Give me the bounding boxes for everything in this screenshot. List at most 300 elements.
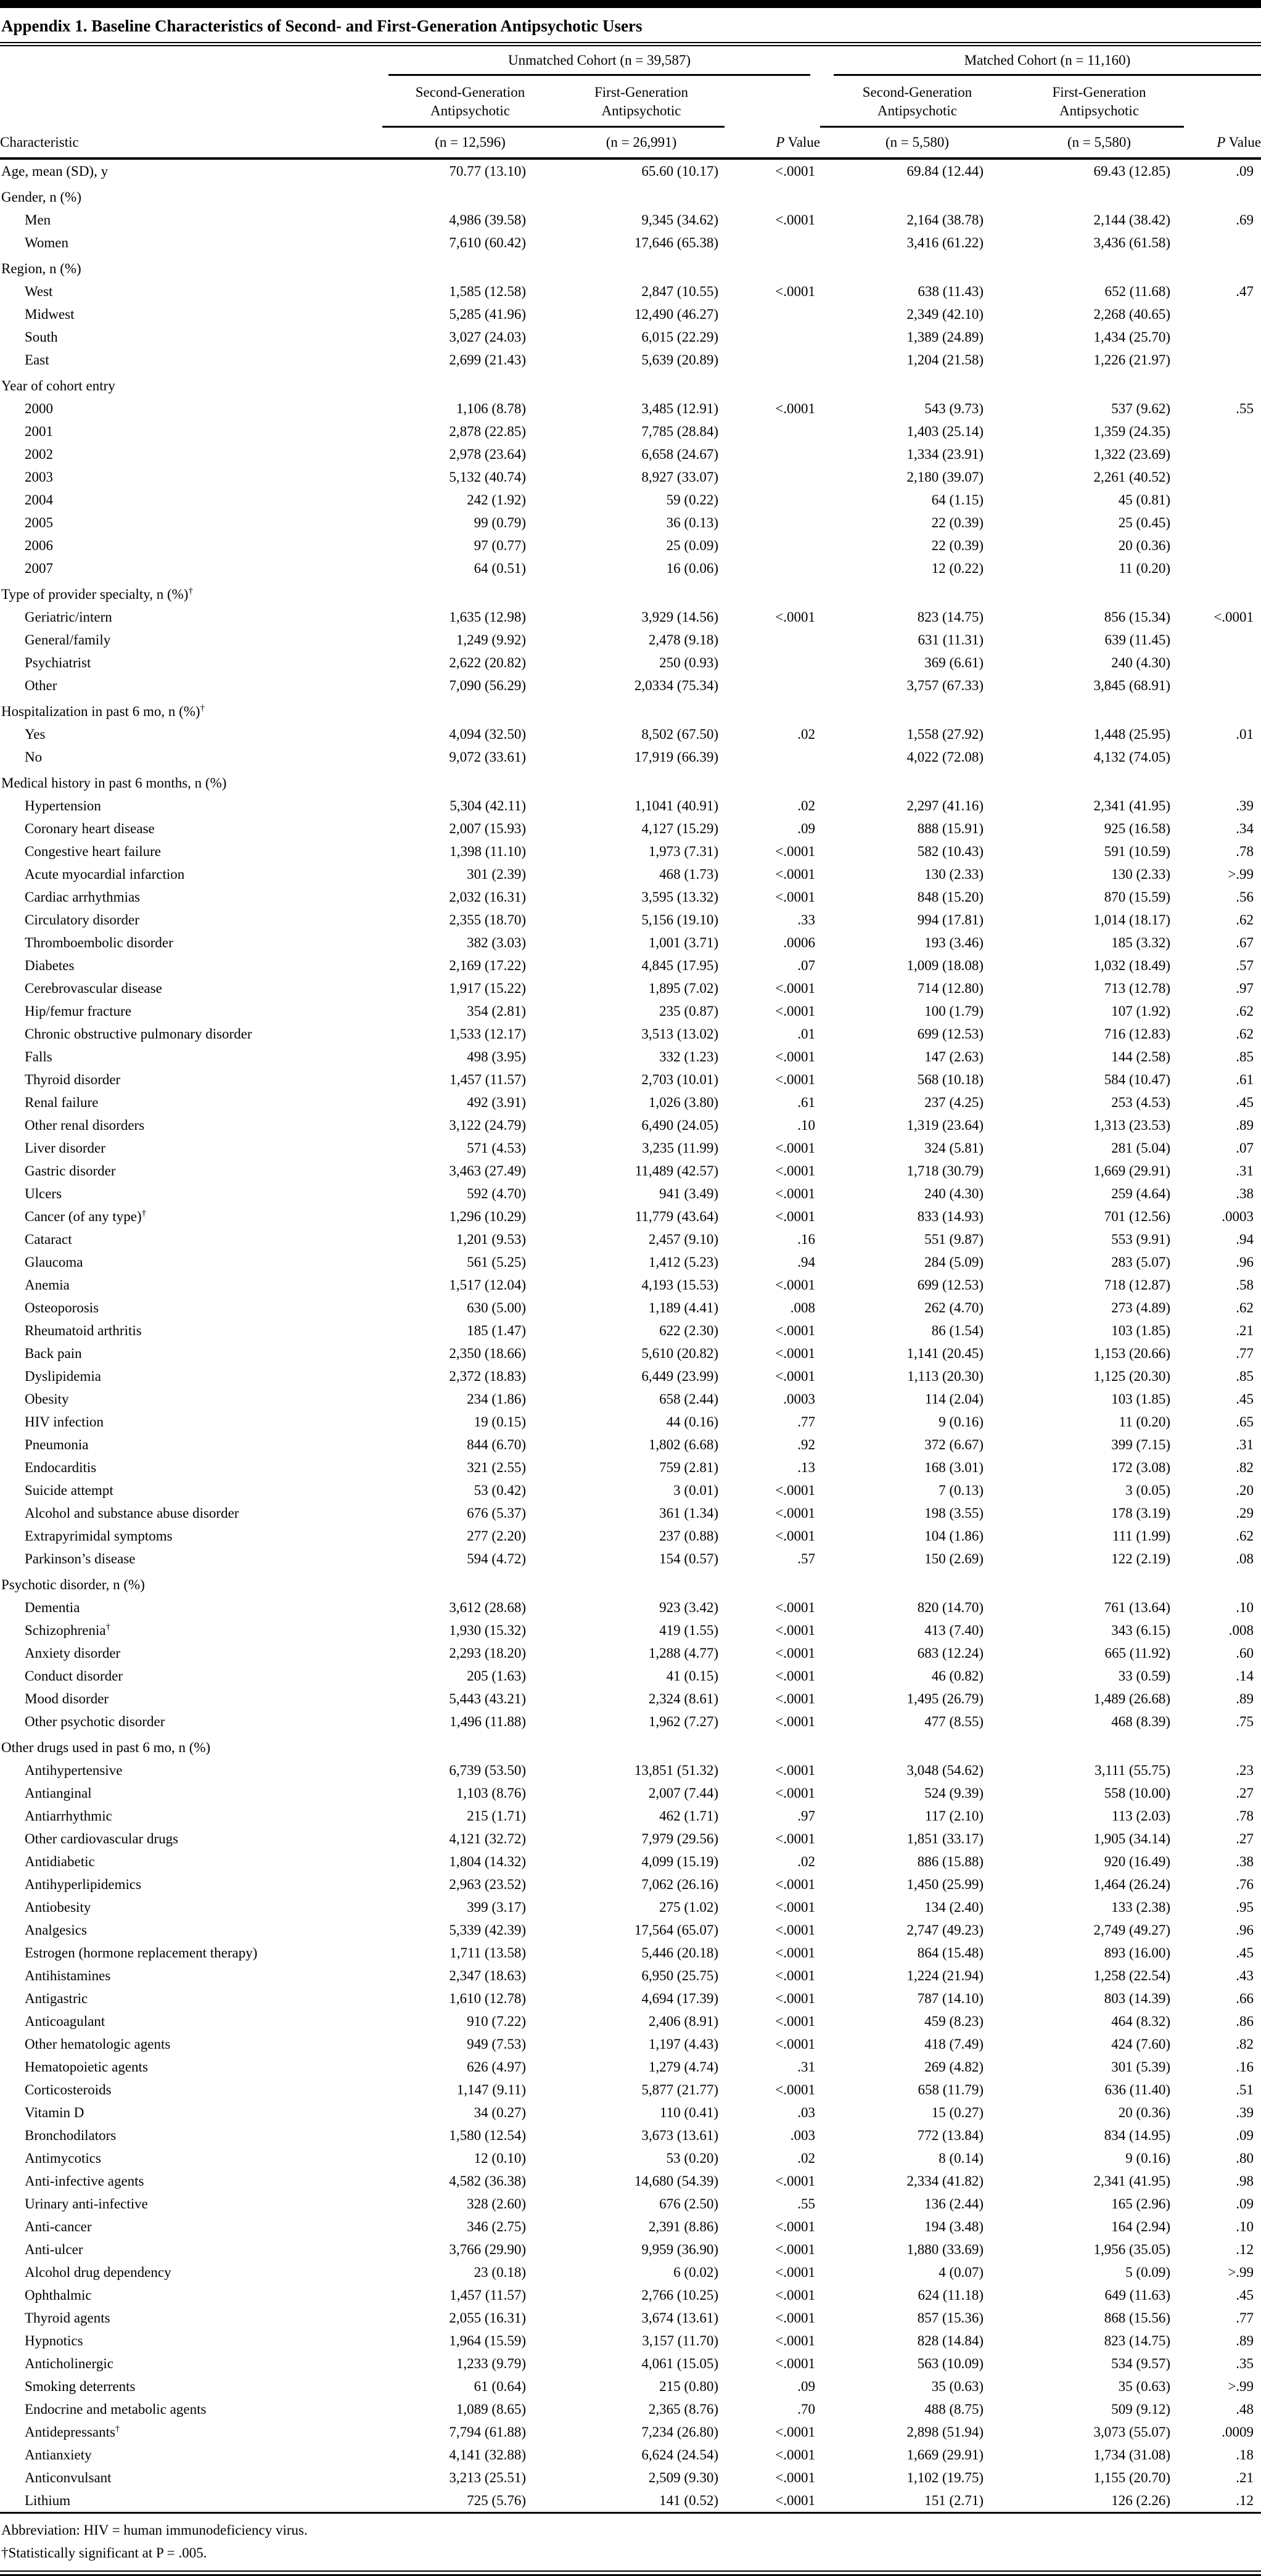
table-row xyxy=(0,954,1261,977)
table-row xyxy=(0,2170,1261,2192)
sga-matched-value: 1,141 (20.45) xyxy=(906,1346,984,1361)
characteristic-label: West xyxy=(25,284,53,299)
fga-unmatched-value: 1,026 (3.80) xyxy=(648,1095,718,1110)
fga-matched-value: 649 (11.63) xyxy=(1104,2287,1171,2303)
characteristic-label: 2000 xyxy=(25,401,53,416)
fga-matched-value: 164 (2.94) xyxy=(1111,2219,1171,2234)
sga-matched-value: 3,757 (67.33) xyxy=(906,678,984,693)
characteristic-label: Pneumonia xyxy=(25,1437,89,1452)
sga-unmatched-value: 4,986 (39.58) xyxy=(449,212,526,228)
fga-matched-value: 1,153 (20.66) xyxy=(1093,1346,1171,1361)
fga-matched-value: 11 (0.20) xyxy=(1119,1414,1171,1430)
sga-matched-value: 136 (2.44) xyxy=(924,2196,984,2212)
table-row xyxy=(0,1919,1261,1941)
fga-matched-value: 3,073 (55.07) xyxy=(1093,2424,1171,2440)
fga-matched-value: 920 (16.49) xyxy=(1104,1854,1171,1869)
fga-matched-value: 665 (11.92) xyxy=(1104,1645,1171,1661)
spanner-spacer xyxy=(0,47,382,76)
p-value-matched: .69 xyxy=(1236,212,1254,228)
fga-matched-value: 178 (3.19) xyxy=(1111,1505,1171,1521)
sga-matched-value: 857 (15.36) xyxy=(917,2310,984,2326)
table-row xyxy=(0,1068,1261,1091)
characteristic-label: Conduct disorder xyxy=(25,1668,123,1684)
sga-matched-value: 1,558 (27.92) xyxy=(906,726,984,742)
characteristic-label: No xyxy=(25,749,43,765)
table-row xyxy=(0,557,1261,580)
fga-unmatched-value: 5,877 (21.77) xyxy=(641,2082,718,2097)
sga-unmatched-value: 3,612 (28.68) xyxy=(449,1600,526,1615)
characteristic-label: Anticholinergic xyxy=(25,2356,113,2371)
p-value-unmatched xyxy=(725,443,820,466)
fga-matched-value: 25 (0.45) xyxy=(1118,515,1171,530)
sga-matched-value: 262 (4.70) xyxy=(924,1300,984,1315)
sga-unmatched-value: 5,304 (42.11) xyxy=(450,798,526,813)
fga-matched-value: 2,144 (38.42) xyxy=(1093,212,1171,228)
characteristic-label: Corticosteroids xyxy=(25,2082,112,2097)
characteristic-label: Ophthalmic xyxy=(25,2287,92,2303)
fga-matched-value: 165 (2.96) xyxy=(1111,2196,1171,2212)
p-value-matched xyxy=(1184,511,1261,534)
fga-matched-value: 1,448 (25.95) xyxy=(1093,726,1171,742)
sga-matched-value: 4 (0.07) xyxy=(939,2265,984,2280)
characteristic-label: Antiobesity xyxy=(25,1899,91,1915)
matched-cohort-label: Matched Cohort (n = 11,160) xyxy=(834,47,1261,76)
table-row xyxy=(0,511,1261,534)
p-value-unmatched: <.0001 xyxy=(775,2242,816,2257)
fga-matched-value: 1,464 (26.24) xyxy=(1093,1877,1171,1892)
sga-unmatched-value: 1,249 (9.92) xyxy=(456,632,526,648)
fga-matched-value: 713 (12.78) xyxy=(1104,981,1171,996)
characteristic-label: Antigastric xyxy=(25,1991,88,2006)
fga-matched-value: 3,436 (61.58) xyxy=(1093,235,1171,250)
fga-matched-value: 893 (16.00) xyxy=(1104,1945,1171,1961)
table-row xyxy=(0,1274,1261,1296)
sga-unmatched-value: 1,103 (8.76) xyxy=(456,1785,526,1801)
fga-unmatched-value: 41 (0.15) xyxy=(666,1668,718,1684)
p-value-matched: .45 xyxy=(1236,1095,1254,1110)
table-row xyxy=(0,1759,1261,1782)
fga-unmatched-value: 759 (2.81) xyxy=(659,1460,718,1475)
characteristic-label: Chronic obstructive pulmonary disorder xyxy=(25,1026,252,1042)
fga-unmatched-value: 2,365 (8.76) xyxy=(648,2401,718,2417)
fga-unmatched-value: 3,674 (13.61) xyxy=(641,2310,718,2326)
sga-matched-value: 151 (2.71) xyxy=(924,2493,984,2508)
fga-matched-value: 856 (15.34) xyxy=(1104,609,1171,625)
p-value-unmatched: <.0001 xyxy=(775,2310,816,2326)
fga-unmatched-value: 6,449 (23.99) xyxy=(641,1368,718,1384)
sga-unmatched-value: 4,141 (32.88) xyxy=(449,2447,526,2463)
characteristic-label: HIV infection xyxy=(25,1414,104,1430)
section-header-row xyxy=(0,254,1261,280)
sga-unmatched-value: 5,132 (40.74) xyxy=(449,469,526,485)
p-value-unmatched: .0003 xyxy=(783,1391,816,1407)
characteristic-label: Circulatory disorder xyxy=(25,912,139,928)
p-value-unmatched: <.0001 xyxy=(775,1505,816,1521)
fga-matched-value: 301 (5.39) xyxy=(1111,2059,1171,2075)
p-value-unmatched xyxy=(725,183,820,208)
characteristic-label: Geriatric/intern xyxy=(25,609,112,625)
sga-matched-value: 193 (3.46) xyxy=(924,935,984,950)
characteristic-label: Anti-infective agents xyxy=(25,2173,144,2189)
fga-unmatched-value: 1,288 (4.77) xyxy=(648,1645,718,1661)
characteristic-label: Cerebrovascular disease xyxy=(25,981,162,996)
table-row xyxy=(0,651,1261,674)
fga-matched-value: 130 (2.33) xyxy=(1111,866,1171,882)
p-value-unmatched: <.0001 xyxy=(775,2447,816,2463)
sga-matched-value: 1,851 (33.17) xyxy=(906,1831,984,1846)
p-value-matched: .55 xyxy=(1236,401,1254,416)
fga-unmatched-value: 658 (2.44) xyxy=(659,1391,718,1407)
sga-unmatched-value: 205 (1.63) xyxy=(467,1668,526,1684)
characteristic-label: Thyroid disorder xyxy=(25,1072,121,1087)
characteristic-label: Falls xyxy=(25,1049,52,1064)
sga-unmatched-value: 23 (0.18) xyxy=(474,2265,526,2280)
table-row xyxy=(0,488,1261,511)
p-value-matched: .85 xyxy=(1236,1368,1254,1384)
fga-matched-value: 103 (1.85) xyxy=(1111,1323,1171,1338)
sga-matched-value: 35 (0.63) xyxy=(931,2379,984,2394)
sga-unmatched-value: 2,978 (23.64) xyxy=(449,446,526,462)
footnote-dagger: †Statistically significant at P = .005. xyxy=(1,2545,207,2561)
sga-unmatched-value: 1,496 (11.88) xyxy=(450,1714,526,1729)
dagger-marker: † xyxy=(200,703,205,714)
sga-unmatched-value: 2,699 (21.43) xyxy=(449,352,526,368)
p-value-unmatched: <.0001 xyxy=(775,1600,816,1615)
fga-unmatched-value: 4,845 (17.95) xyxy=(641,958,718,973)
p-value-unmatched xyxy=(725,303,820,326)
p-value-unmatched xyxy=(725,580,820,606)
characteristic-label: Other renal disorders xyxy=(25,1117,145,1133)
characteristic-label: Hospitalization in past 6 mo, n (%)† xyxy=(1,703,205,719)
fga-matched-value: 1,125 (20.30) xyxy=(1093,1368,1171,1384)
fga-unmatched-value: 25 (0.09) xyxy=(666,538,718,553)
sga-unmatched-value: 99 (0.79) xyxy=(474,515,526,530)
fga-unmatched-value: 17,646 (65.38) xyxy=(634,235,718,250)
fga-unmatched-value: 2,766 (10.25) xyxy=(641,2287,718,2303)
p-value-unmatched: <.0001 xyxy=(775,1714,816,1729)
p-value-matched: .27 xyxy=(1236,1785,1254,1801)
characteristic-label: East xyxy=(25,352,49,368)
fga-unmatched-value: 1,197 (4.43) xyxy=(648,2036,718,2052)
sga-unmatched-value: 64 (0.51) xyxy=(474,561,526,576)
sga-matched-value xyxy=(820,768,1014,794)
p-value-matched: .57 xyxy=(1236,958,1254,973)
table-row xyxy=(0,2147,1261,2170)
p-value-matched: .89 xyxy=(1236,1691,1254,1706)
p-value-unmatched: <.0001 xyxy=(775,1668,816,1684)
p-value-unmatched: .31 xyxy=(797,2059,816,2075)
p-value-matched xyxy=(1184,371,1261,397)
fga-unmatched-value: 3,157 (11.70) xyxy=(642,2333,718,2348)
fga-matched-value: 69.43 (12.85) xyxy=(1093,163,1171,179)
sga-matched-value: 524 (9.39) xyxy=(924,1785,984,1801)
sga-unmatched-value: 498 (3.95) xyxy=(467,1049,526,1064)
p-value-unmatched: <.0001 xyxy=(775,609,816,625)
p-value-matched: .29 xyxy=(1236,1505,1254,1521)
fga-unmatched-value: 2,391 (8.86) xyxy=(648,2219,718,2234)
characteristic-label: Smoking deterrents xyxy=(25,2379,136,2394)
characteristic-label: Antianginal xyxy=(25,1785,92,1801)
sga-matched-value: 147 (2.63) xyxy=(924,1049,984,1064)
sga-unmatched-value: 1,585 (12.58) xyxy=(449,284,526,299)
p-value-unmatched: .02 xyxy=(797,1854,816,1869)
dagger-marker: † xyxy=(188,586,193,596)
sga-matched-value xyxy=(820,580,1014,606)
p-value-unmatched: <.0001 xyxy=(775,163,816,179)
cohort-spanner-row xyxy=(0,47,1261,76)
sga-unmatched-value xyxy=(382,1570,558,1596)
fga-matched-value: 1,359 (24.35) xyxy=(1093,424,1171,439)
table-row xyxy=(0,1665,1261,1687)
sga-matched-value: 488 (8.75) xyxy=(924,2401,984,2417)
fga-unmatched-value: 59 (0.22) xyxy=(666,492,718,508)
characteristic-label: Antianxiety xyxy=(25,2447,92,2463)
fga-unmatched-value: 941 (3.49) xyxy=(659,1186,718,1201)
characteristic-label: Men xyxy=(25,212,51,228)
characteristic-label: Schizophrenia† xyxy=(25,1622,111,1638)
p-value-unmatched: .77 xyxy=(797,1414,816,1430)
fga-matched-value: 144 (2.58) xyxy=(1111,1049,1171,1064)
drug-header-spacer xyxy=(725,76,820,127)
sga-matched-value: 888 (15.91) xyxy=(917,821,984,836)
sga-unmatched-value: 676 (5.37) xyxy=(467,1505,526,1521)
table-row xyxy=(0,1619,1261,1642)
characteristic-label: 2002 xyxy=(25,446,53,462)
fga-matched-value: 185 (3.32) xyxy=(1111,935,1171,950)
p-value-matched: .65 xyxy=(1236,1414,1254,1430)
characteristic-label: Acute myocardial infarction xyxy=(25,866,185,882)
sga-matched-value: 1,113 (20.30) xyxy=(907,1368,984,1384)
col-header-sga-unmatched: Second-Generation Antipsychotic xyxy=(382,76,558,127)
characteristic-label: Hypnotics xyxy=(25,2333,83,2348)
p-value-matched xyxy=(1184,697,1261,723)
table-row xyxy=(0,1710,1261,1733)
p-value-matched: .78 xyxy=(1236,1808,1254,1824)
fga-matched-value xyxy=(1014,183,1184,208)
fga-unmatched-value: 3 (0.01) xyxy=(673,1483,718,1498)
p-value-unmatched: <.0001 xyxy=(775,284,816,299)
sga-unmatched-value: 5,285 (41.96) xyxy=(449,307,526,322)
p-value-unmatched: .09 xyxy=(797,2379,816,2394)
characteristic-label: Obesity xyxy=(25,1391,69,1407)
p-value-unmatched: <.0001 xyxy=(775,2287,816,2303)
p-value-matched: .0003 xyxy=(1222,1209,1254,1224)
footnote-abbreviation: Abbreviation: HIV = human immunodeficiency virus. xyxy=(1,2522,308,2538)
n-fga-unmatched: (n = 26,991) xyxy=(558,127,725,159)
table-row xyxy=(0,1159,1261,1182)
fga-matched-value xyxy=(1014,254,1184,280)
sga-unmatched-value: 277 (2.20) xyxy=(467,1528,526,1544)
table-row xyxy=(0,1804,1261,1827)
fga-matched-value: 639 (11.45) xyxy=(1104,632,1171,648)
table-row xyxy=(0,606,1261,628)
table-row xyxy=(0,886,1261,908)
p-value-matched xyxy=(1184,580,1261,606)
fga-unmatched-value: 1,962 (7.27) xyxy=(648,1714,718,1729)
sga-unmatched-value: 1,930 (15.32) xyxy=(449,1623,526,1638)
fga-matched-value: 343 (6.15) xyxy=(1111,1623,1171,1638)
p-value-matched: .10 xyxy=(1236,2219,1254,2234)
sga-unmatched-value: 354 (2.81) xyxy=(467,1003,526,1019)
characteristic-label: Anemia xyxy=(25,1277,70,1293)
characteristic-label: Psychiatrist xyxy=(25,655,91,670)
p-value-unmatched: <.0001 xyxy=(775,1945,816,1961)
characteristic-label: General/family xyxy=(25,632,111,648)
fga-matched-value: 126 (2.26) xyxy=(1111,2493,1171,2508)
col-header-sga-matched: Second-Generation Antipsychotic xyxy=(820,76,1014,127)
n-sga-matched: (n = 5,580) xyxy=(820,127,1014,159)
fga-unmatched-value: 468 (1.73) xyxy=(659,866,718,882)
fga-matched-value: 2,341 (41.95) xyxy=(1093,798,1171,813)
p-value-unmatched: <.0001 xyxy=(775,2265,816,2280)
table-row xyxy=(0,1525,1261,1547)
footnotes xyxy=(0,2512,1261,2570)
fga-unmatched-value: 17,919 (66.39) xyxy=(634,749,718,765)
fga-unmatched-value: 6,015 (22.29) xyxy=(641,329,718,345)
sga-unmatched-value: 1,917 (15.22) xyxy=(449,981,526,996)
fga-unmatched-value: 237 (0.88) xyxy=(659,1528,718,1544)
characteristic-label: Liver disorder xyxy=(25,1140,105,1156)
characteristic-header: Characteristic xyxy=(0,127,382,159)
fga-unmatched-value: 3,513 (13.02) xyxy=(641,1026,718,1042)
table-row xyxy=(0,1114,1261,1137)
p-value-matched: .47 xyxy=(1236,284,1254,299)
fga-unmatched-value: 6,950 (25.75) xyxy=(641,1968,718,1983)
sga-matched-value: 886 (15.88) xyxy=(917,1854,984,1869)
p-value-matched: .58 xyxy=(1236,1277,1254,1293)
sga-matched-value: 9 (0.16) xyxy=(939,1414,984,1430)
table-row xyxy=(0,1228,1261,1251)
p-value-matched: .38 xyxy=(1236,1854,1254,1869)
p-value-unmatched: .008 xyxy=(790,1300,816,1315)
sga-matched-value: 2,164 (38.78) xyxy=(906,212,984,228)
p-value-matched xyxy=(1184,651,1261,674)
sga-unmatched-value: 626 (4.97) xyxy=(467,2059,526,2075)
fga-unmatched-value: 5,156 (19.10) xyxy=(641,912,718,928)
fga-matched-value: 122 (2.19) xyxy=(1111,1551,1171,1566)
p-value-matched: .66 xyxy=(1236,1991,1254,2006)
p-value-unmatched: .61 xyxy=(797,1095,816,1110)
table-row xyxy=(0,1365,1261,1388)
fga-unmatched-value xyxy=(558,1570,725,1596)
sga-unmatched-value: 2,350 (18.66) xyxy=(449,1346,526,1361)
characteristic-label: Other xyxy=(25,678,57,693)
sga-unmatched-value: 1,457 (11.57) xyxy=(450,1072,526,1087)
p-value-unmatched: <.0001 xyxy=(775,1209,816,1224)
p-value-matched: >.99 xyxy=(1228,866,1254,882)
fga-unmatched-value: 5,639 (20.89) xyxy=(641,352,718,368)
fga-unmatched-value: 462 (1.71) xyxy=(659,1808,718,1824)
p-value-unmatched: <.0001 xyxy=(775,866,816,882)
fga-matched-value: 283 (5.07) xyxy=(1111,1254,1171,1270)
p-value-matched: .45 xyxy=(1236,1945,1254,1961)
p-value-unmatched xyxy=(725,746,820,768)
p-value-matched: .77 xyxy=(1236,1346,1254,1361)
sga-unmatched-value: 1,147 (9.11) xyxy=(456,2082,526,2097)
table-row xyxy=(0,1642,1261,1665)
fga-matched-value: 35 (0.63) xyxy=(1118,2379,1171,2394)
p-value-unmatched: .13 xyxy=(797,1460,816,1475)
p-value-matched: .60 xyxy=(1236,1645,1254,1661)
sga-matched-value: 194 (3.48) xyxy=(924,2219,984,2234)
p-value-unmatched: <.0001 xyxy=(775,1140,816,1156)
fga-matched-value: 111 (1.99) xyxy=(1112,1528,1171,1544)
sga-unmatched-value: 7,610 (60.42) xyxy=(449,235,526,250)
sga-matched-value: 22 (0.39) xyxy=(931,515,984,530)
fga-unmatched-value: 235 (0.87) xyxy=(659,1003,718,1019)
p-value-matched: .39 xyxy=(1236,798,1254,813)
characteristic-label: 2006 xyxy=(25,538,53,553)
p-value-matched: .08 xyxy=(1236,1551,1254,1566)
fga-matched-value: 636 (11.40) xyxy=(1104,2082,1171,2097)
characteristic-label: Congestive heart failure xyxy=(25,844,161,859)
table-row xyxy=(0,2055,1261,2078)
fga-unmatched-value: 6,658 (24.67) xyxy=(641,446,718,462)
sga-unmatched-value: 2,622 (20.82) xyxy=(449,655,526,670)
p-value-unmatched: .03 xyxy=(797,2105,816,2120)
characteristic-label: Glaucoma xyxy=(25,1254,83,1270)
p-value-unmatched xyxy=(725,420,820,443)
p-value-matched: .21 xyxy=(1236,2470,1254,2485)
p-value-matched: .09 xyxy=(1236,2128,1254,2143)
p-value-unmatched xyxy=(725,768,820,794)
p-value-matched: .43 xyxy=(1236,1968,1254,1983)
characteristic-label: Other drugs used in past 6 mo, n (%) xyxy=(1,1740,211,1755)
table-row xyxy=(0,1502,1261,1525)
sga-matched-value: 130 (2.33) xyxy=(924,866,984,882)
fga-matched-value xyxy=(1014,1733,1184,1759)
sga-matched-value: 8 (0.14) xyxy=(939,2150,984,2166)
fga-unmatched-value: 2,0334 (75.34) xyxy=(634,678,718,693)
p-value-unmatched: <.0001 xyxy=(775,2470,816,2485)
characteristic-label: Antimycotics xyxy=(25,2150,101,2166)
characteristic-label: Other psychotic disorder xyxy=(25,1714,165,1729)
sga-unmatched-value: 1,233 (9.79) xyxy=(456,2356,526,2371)
fga-matched-value: 3,111 (55.75) xyxy=(1095,1763,1171,1778)
sga-matched-value: 372 (6.67) xyxy=(924,1437,984,1452)
table-row xyxy=(0,628,1261,651)
characteristic-label: Osteoporosis xyxy=(25,1300,99,1315)
sga-matched-value: 828 (14.84) xyxy=(917,2333,984,2348)
fga-matched-value: 1,226 (21.97) xyxy=(1093,352,1171,368)
p-value-matched: .80 xyxy=(1236,2150,1254,2166)
p-value-unmatched: .02 xyxy=(797,726,816,742)
sga-matched-value: 22 (0.39) xyxy=(931,538,984,553)
p-value-unmatched: <.0001 xyxy=(775,1346,816,1361)
fga-matched-value: 716 (12.83) xyxy=(1104,1026,1171,1042)
p-value-matched: .82 xyxy=(1236,1460,1254,1475)
fga-matched-value: 464 (8.32) xyxy=(1111,2014,1171,2029)
p-value-matched: .31 xyxy=(1236,1163,1254,1179)
table-row xyxy=(0,2489,1261,2512)
p-value-matched: .62 xyxy=(1236,1003,1254,1019)
characteristic-label: Anti-ulcer xyxy=(25,2242,83,2257)
fga-unmatched-value: 11,489 (42.57) xyxy=(635,1163,718,1179)
section-header-row xyxy=(0,697,1261,723)
sga-matched-value: 12 (0.22) xyxy=(931,561,984,576)
table-row xyxy=(0,326,1261,348)
p-value-unmatched: <.0001 xyxy=(775,889,816,905)
fga-unmatched-value: 44 (0.16) xyxy=(666,1414,718,1430)
sga-matched-value: 563 (10.09) xyxy=(917,2356,984,2371)
sga-unmatched-value xyxy=(382,1733,558,1759)
fga-unmatched-value: 4,099 (15.19) xyxy=(641,1854,718,1869)
sga-unmatched-value: 242 (1.92) xyxy=(467,492,526,508)
section-header-row xyxy=(0,768,1261,794)
sga-matched-value: 864 (15.48) xyxy=(917,1945,984,1961)
col-header-fga-unmatched: First-Generation Antipsychotic xyxy=(558,76,725,127)
fga-matched-value: 424 (7.60) xyxy=(1111,2036,1171,2052)
